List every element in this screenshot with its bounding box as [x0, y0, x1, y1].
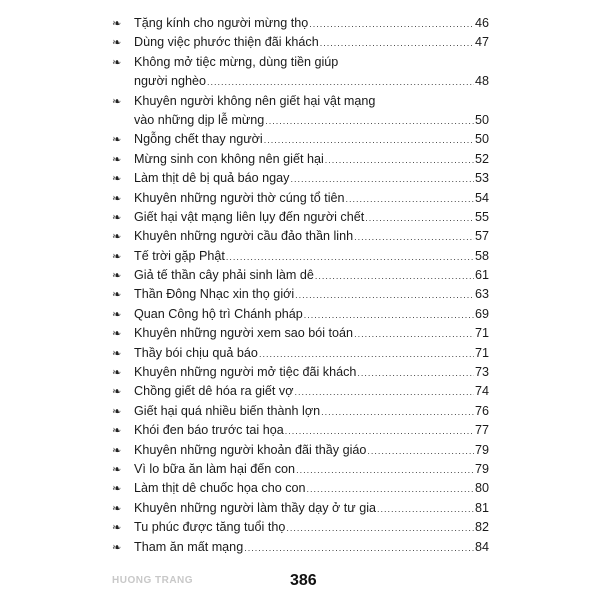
toc-entry-line: [112, 92, 489, 111]
toc-entry-page: 53: [474, 171, 489, 186]
toc-entry-title: vào những dịp lễ mừng: [134, 112, 265, 127]
toc-entry-page: 73: [474, 365, 489, 380]
fleuron-leaf-icon: ❧: [112, 94, 122, 108]
dot-leader: [346, 195, 474, 204]
toc-entry-line: [112, 324, 489, 343]
toc-entry-title: Dùng việc phước thiện đãi khách: [134, 35, 319, 50]
dot-leader: [295, 388, 474, 397]
dot-leader: [226, 253, 474, 262]
toc-entry: [112, 169, 489, 188]
toc-entry-title: Làm thịt dê bị quả báo ngay: [134, 171, 290, 186]
toc-entry-title: Khuyên những người khoản đãi thầy giáo: [134, 442, 367, 457]
toc-entry-title: Tu phúc được tăng tuổi thọ: [134, 520, 286, 535]
fleuron-leaf-icon: ❧: [112, 540, 122, 554]
dot-leader: [286, 524, 474, 533]
toc-entry: [112, 285, 489, 304]
toc-entry-page: 79: [474, 461, 489, 476]
toc-entry: [112, 538, 489, 557]
toc-entry-line: [112, 441, 489, 460]
toc-entry-title: Quan Công hộ trì Chánh pháp: [134, 306, 303, 321]
toc-entry-title: Tặng kính cho người mừng thọ: [134, 16, 309, 30]
fleuron-leaf-icon: ❧: [112, 424, 122, 438]
toc-entry-title: Giết hại quá nhiều biến thành lợn: [134, 403, 321, 418]
toc-entry: [112, 421, 489, 440]
dot-leader: [325, 156, 474, 165]
toc-entry-line: [112, 460, 489, 479]
toc-entry: [112, 130, 489, 149]
toc-entry-line: [112, 247, 489, 266]
toc-entry-title: Tế trời gặp Phật: [134, 248, 225, 263]
dot-leader: [290, 175, 474, 184]
fleuron-leaf-icon: ❧: [112, 152, 122, 166]
fleuron-leaf-icon: ❧: [112, 443, 122, 457]
dot-leader: [264, 136, 474, 145]
fleuron-leaf-icon: ❧: [112, 307, 122, 321]
toc-entry-page: 76: [474, 403, 489, 418]
toc-entry-page: 71: [474, 345, 489, 360]
fleuron-leaf-icon: ❧: [112, 521, 122, 535]
dot-leader: [295, 291, 474, 300]
dot-leader: [367, 447, 474, 456]
dot-leader: [365, 214, 474, 223]
toc-entry-line: [112, 150, 489, 169]
toc-entry: [112, 150, 489, 169]
toc-entry-line: [112, 305, 489, 324]
toc-entry: [112, 324, 489, 343]
toc-entry-line: [112, 499, 489, 518]
toc-entry-title: Giết hại vật mạng liên lụy đến người chết: [134, 209, 365, 224]
toc-entry-page: 77: [474, 423, 489, 438]
toc-entry-title: Chồng giết dê hóa ra giết vợ: [134, 384, 294, 399]
toc-entry-title: Không mở tiệc mừng, dùng tiền giúp: [134, 54, 339, 69]
toc-entry: [112, 14, 489, 33]
toc-entry-title: Giả tế thần cây phải sinh làm dê: [134, 268, 314, 283]
fleuron-leaf-icon: ❧: [112, 501, 122, 515]
toc-entry-line: [112, 14, 489, 33]
table-of-contents: [112, 14, 489, 557]
toc-entry-title: Thầy bói chịu quả báo: [134, 345, 258, 360]
toc-entry: [112, 208, 489, 227]
fleuron-leaf-icon: ❧: [112, 17, 122, 30]
toc-entry-page: 63: [474, 287, 489, 302]
fleuron-leaf-icon: ❧: [112, 462, 122, 476]
fleuron-leaf-icon: ❧: [112, 366, 122, 380]
dot-leader: [307, 485, 474, 494]
toc-entry-title: Vì lo bữa ăn làm hại đến con: [134, 461, 296, 476]
toc-entry-line: [112, 285, 489, 304]
toc-entry: [112, 53, 489, 92]
fleuron-leaf-icon: ❧: [112, 36, 122, 50]
dot-leader: [309, 20, 474, 29]
dot-leader: [265, 117, 474, 126]
toc-entry-title: Thần Đông Nhạc xin thọ giới: [134, 287, 295, 302]
toc-entry: [112, 441, 489, 460]
toc-entry: [112, 382, 489, 401]
toc-entry-page: 82: [474, 520, 489, 535]
toc-entry-line: [112, 33, 489, 52]
toc-entry-title: Làm thịt dê chuốc họa cho con: [134, 481, 306, 496]
toc-entry: [112, 518, 489, 537]
toc-entry-page: 50: [474, 132, 489, 147]
dot-leader: [357, 369, 474, 378]
toc-entry-page: 47: [474, 35, 489, 50]
toc-entry: [112, 402, 489, 421]
toc-entry: [112, 363, 489, 382]
dot-leader: [304, 311, 474, 320]
toc-entry-page: 80: [474, 481, 489, 496]
toc-entry: [112, 189, 489, 208]
toc-entry: [112, 344, 489, 363]
fleuron-leaf-icon: ❧: [112, 269, 122, 283]
toc-entry-line: [112, 363, 489, 382]
toc-entry-line: [112, 72, 489, 91]
toc-entry-page: 54: [474, 190, 489, 205]
toc-entry-line: [112, 266, 489, 285]
toc-entry-title: Ngỗng chết thay người: [134, 132, 263, 147]
toc-entry-title: Khuyên những người xem sao bói toán: [134, 326, 354, 341]
toc-entry-line: [112, 53, 489, 72]
toc-entry-page: 61: [474, 268, 489, 283]
toc-entry-title: Khuyên những người thờ cúng tổ tiên: [134, 190, 345, 205]
toc-entry-page: 71: [474, 326, 489, 341]
toc-entry-page: 48: [474, 74, 489, 89]
toc-entry-line: [112, 382, 489, 401]
fleuron-leaf-icon: ❧: [112, 404, 122, 418]
toc-entry-page: 55: [474, 209, 489, 224]
fleuron-leaf-icon: ❧: [112, 230, 122, 244]
dot-leader: [354, 233, 474, 242]
page-number: 386: [290, 572, 317, 589]
fleuron-leaf-icon: ❧: [112, 172, 122, 186]
toc-entry-title: Tham ăn mất mạng: [134, 539, 244, 554]
toc-entry: [112, 305, 489, 324]
toc-entry: [112, 247, 489, 266]
toc-entry-line: [112, 344, 489, 363]
fleuron-leaf-icon: ❧: [112, 482, 122, 496]
toc-entry-page: 81: [474, 500, 489, 515]
dot-leader: [244, 544, 474, 553]
dot-leader: [296, 466, 474, 475]
toc-entry-title: Khuyên những người cầu đảo thần linh: [134, 229, 354, 244]
fleuron-leaf-icon: ❧: [112, 385, 122, 399]
toc-entry: [112, 227, 489, 246]
fleuron-leaf-icon: ❧: [112, 327, 122, 341]
dot-leader: [285, 427, 474, 436]
toc-entry-line: [112, 227, 489, 246]
toc-entry-title: người nghèo: [134, 74, 207, 89]
toc-entry-title: Khói đen báo trước tai họa: [134, 423, 284, 438]
toc-entry-title: Mừng sinh con không nên giết hại: [134, 151, 324, 166]
dot-leader: [377, 505, 474, 514]
fleuron-leaf-icon: ❧: [112, 249, 122, 263]
toc-entry-line: [112, 518, 489, 537]
toc-entry-page: 84: [474, 539, 489, 554]
toc-entry-line: [112, 208, 489, 227]
toc-entry-title: Khuyên những người mở tiệc đãi khách: [134, 365, 357, 380]
toc-entry-line: [112, 479, 489, 498]
dot-leader: [259, 350, 474, 359]
publisher-logo: HUONG TRANG: [112, 575, 194, 586]
toc-entry-page: 79: [474, 442, 489, 457]
fleuron-leaf-icon: ❧: [112, 210, 122, 224]
toc-entry-page: 69: [474, 306, 489, 321]
toc-entry-page: 58: [474, 248, 489, 263]
toc-entry-line: [112, 111, 489, 130]
fleuron-leaf-icon: ❧: [112, 288, 122, 302]
fleuron-leaf-icon: ❧: [112, 346, 122, 360]
toc-entry-line: [112, 169, 489, 188]
toc-entry: [112, 479, 489, 498]
toc-entry-line: [112, 402, 489, 421]
toc-entry-line: [112, 538, 489, 557]
fleuron-leaf-icon: ❧: [112, 133, 122, 147]
toc-entry-page: 52: [474, 151, 489, 166]
toc-entry-page: 74: [474, 384, 489, 399]
toc-entry-line: [112, 189, 489, 208]
fleuron-leaf-icon: ❧: [112, 55, 122, 69]
dot-leader: [207, 78, 474, 87]
dot-leader: [354, 330, 474, 339]
toc-entry-line: [112, 421, 489, 440]
toc-entry-page: 46: [474, 16, 489, 30]
toc-entry-title: Khuyên người không nên giết hại vật mạng: [134, 93, 376, 108]
dot-leader: [321, 408, 474, 417]
toc-entry: [112, 92, 489, 131]
toc-entry: [112, 266, 489, 285]
toc-entry-line: [112, 130, 489, 149]
toc-entry: [112, 33, 489, 52]
toc-entry-page: 57: [474, 229, 489, 244]
dot-leader: [315, 272, 474, 281]
toc-entry-title: Khuyên những người làm thầy dạy ở tư gia: [134, 500, 377, 515]
toc-entry-page: 50: [474, 112, 489, 127]
toc-entry: [112, 499, 489, 518]
toc-entry: [112, 460, 489, 479]
dot-leader: [320, 39, 474, 48]
fleuron-leaf-icon: ❧: [112, 191, 122, 205]
